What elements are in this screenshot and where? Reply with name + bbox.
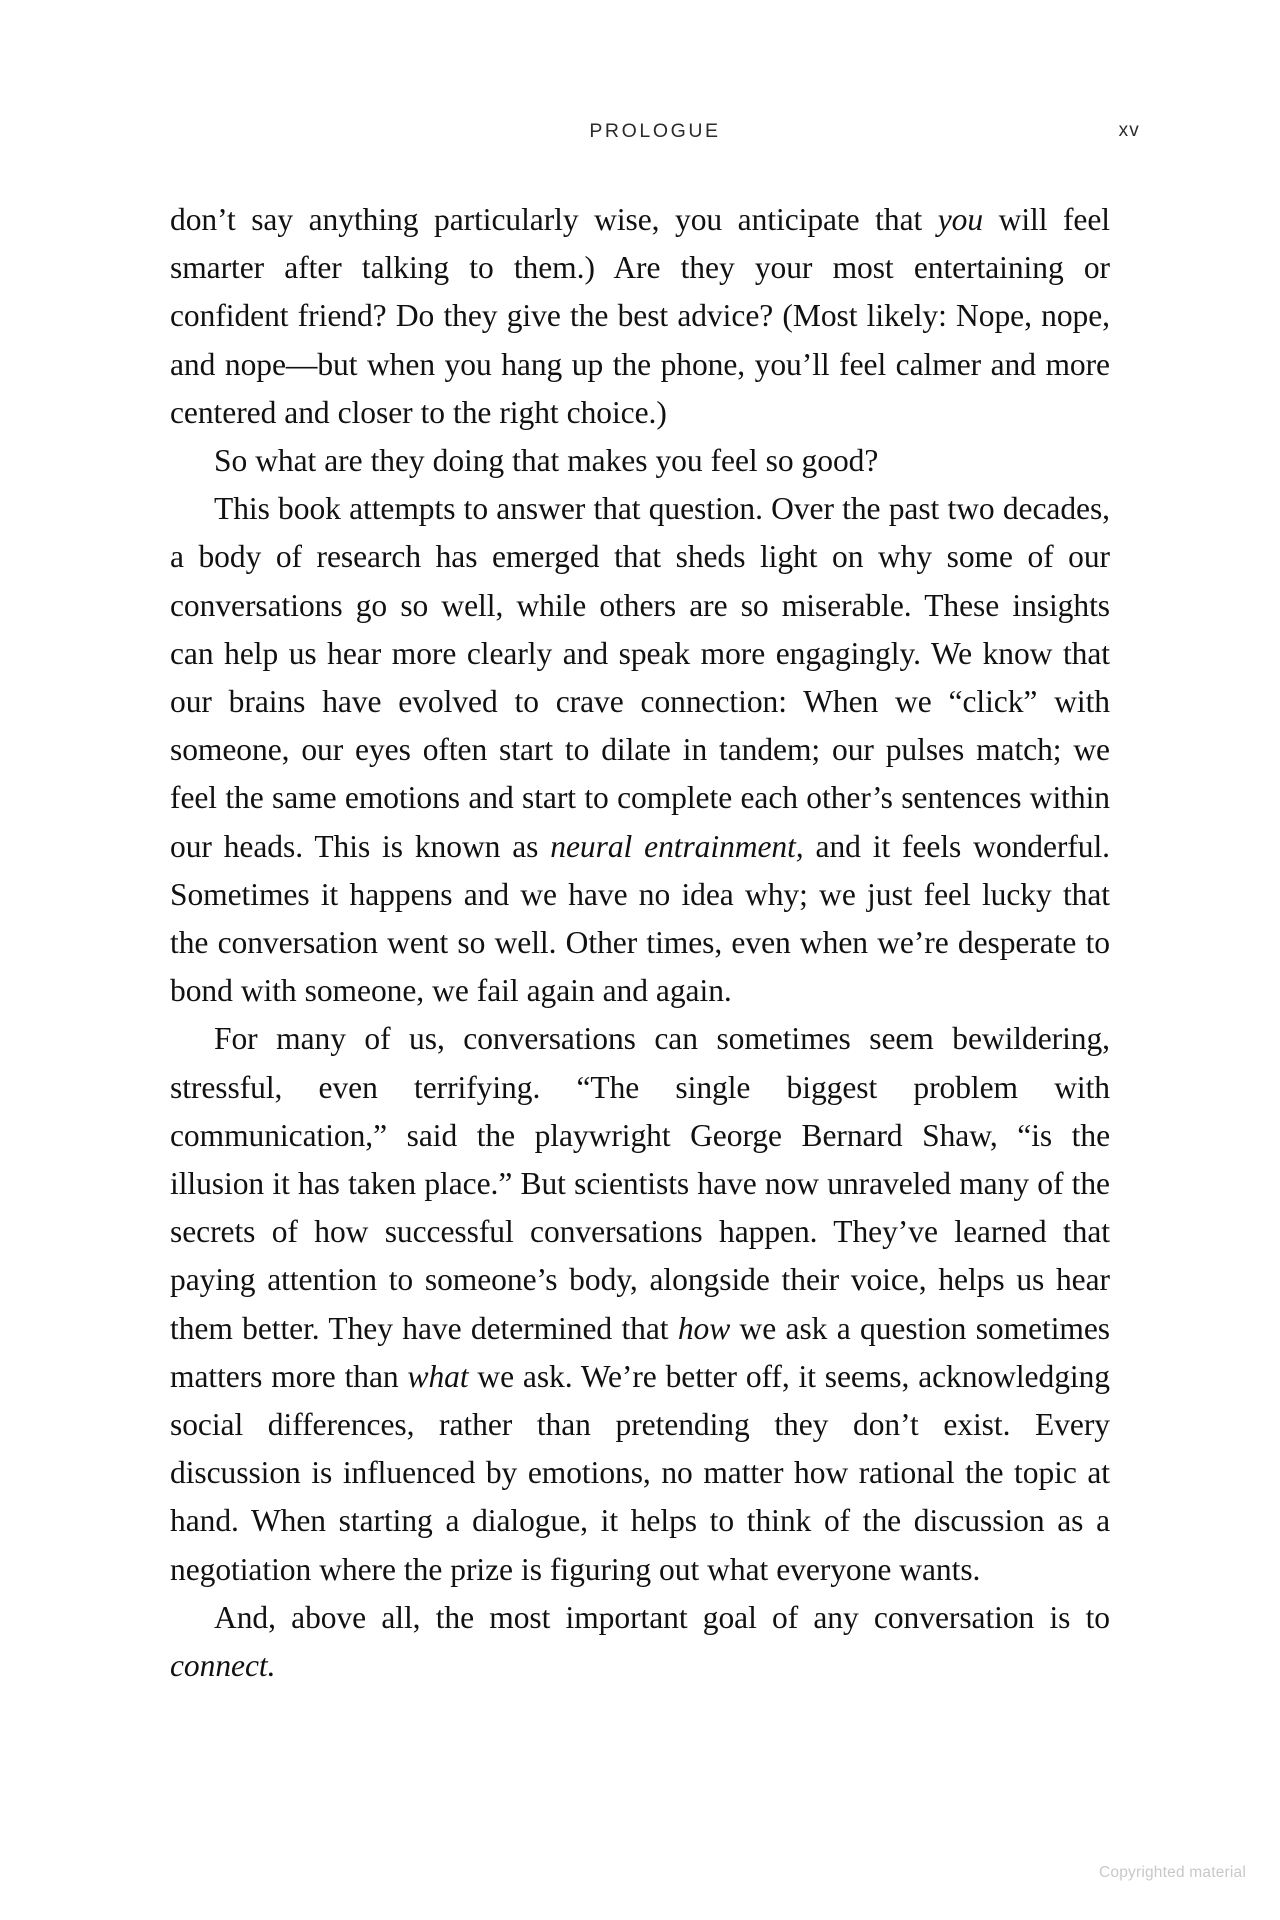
- para-anticipate: [170, 196, 1110, 437]
- para-for-many: [170, 1015, 1110, 1593]
- body-text: we ask. We’re better off, it seems, acknowledging social differences, rather than pretending they don’t exist. Every discussion is influenced by emotions, no matter how rational the topic at hand. When starting a dialogue, it helps to think of the discussion as a negotiation where the prize is figuring out what everyone wants.: [170, 1358, 1110, 1587]
- running-head-title: PROLOGUE: [589, 120, 721, 142]
- body-text: This book attempts to answer that question. Over the past two decades, a body of research has emerged that sheds light on why some of our conversations go so well, while others are so miserable. These insights can help us hear more clearly and speak more engagingly. We know that our brains have evolved to crave connection: When we “click” with someone, our eyes often start to dilate in tandem; our pulses match; we feel the same emotions and start to complete each other’s sentences within our heads. This is known as: [170, 491, 1110, 864]
- copyright-watermark: Copyrighted material: [1098, 1864, 1246, 1881]
- emphasis-text: what: [407, 1358, 469, 1394]
- body-text: and it feels wonderful. Sometimes it happens and we have no idea why; we just feel lucky that the conversation went so well. Other times, even when we’re desperate to bond with someone, we fail again and again.: [170, 828, 1111, 1009]
- emphasis-text: how: [677, 1310, 731, 1346]
- body-text: don’t say anything particularly wise, you anticipate that: [170, 202, 938, 237]
- page-number: xv: [1118, 120, 1140, 141]
- body-text: So what are they doing that makes you feel so good?: [214, 443, 879, 479]
- body-text: will feel smarter after talking to them.) Are they your most entertaining or confident friend? Do they give the best advice? (Most likely: Nope, nope, and nope—but when you hang up the phone, you’ll feel calmer and more centered and closer to the right choice.): [170, 202, 1110, 430]
- body-text: And, above all, the most important goal of any conversation is to: [214, 1599, 1110, 1635]
- emphasis-text: neural entrainment,: [550, 828, 804, 864]
- body-text-block: [170, 196, 1110, 1690]
- emphasis-text: connect.: [170, 1648, 276, 1684]
- body-text: we ask a question sometimes matters more than: [170, 1310, 1110, 1394]
- emphasis-text: you: [937, 202, 984, 237]
- para-above-all: [170, 1594, 1110, 1690]
- body-text: For many of us, conversations can sometimes seem bewildering, stressful, even terrifying. “The single biggest problem with communication,” said the playwright George Bernard Shaw, “is the illusion it has taken place.” But scientists have now unraveled many of the secrets of how successful conversations happen. They’ve learned that paying attention to someone’s body, alongside their voice, helps us hear them better. They have determined that: [170, 1021, 1110, 1346]
- para-this-book: [170, 485, 1110, 1015]
- para-so-what: [170, 437, 1110, 485]
- running-head: [170, 118, 1140, 144]
